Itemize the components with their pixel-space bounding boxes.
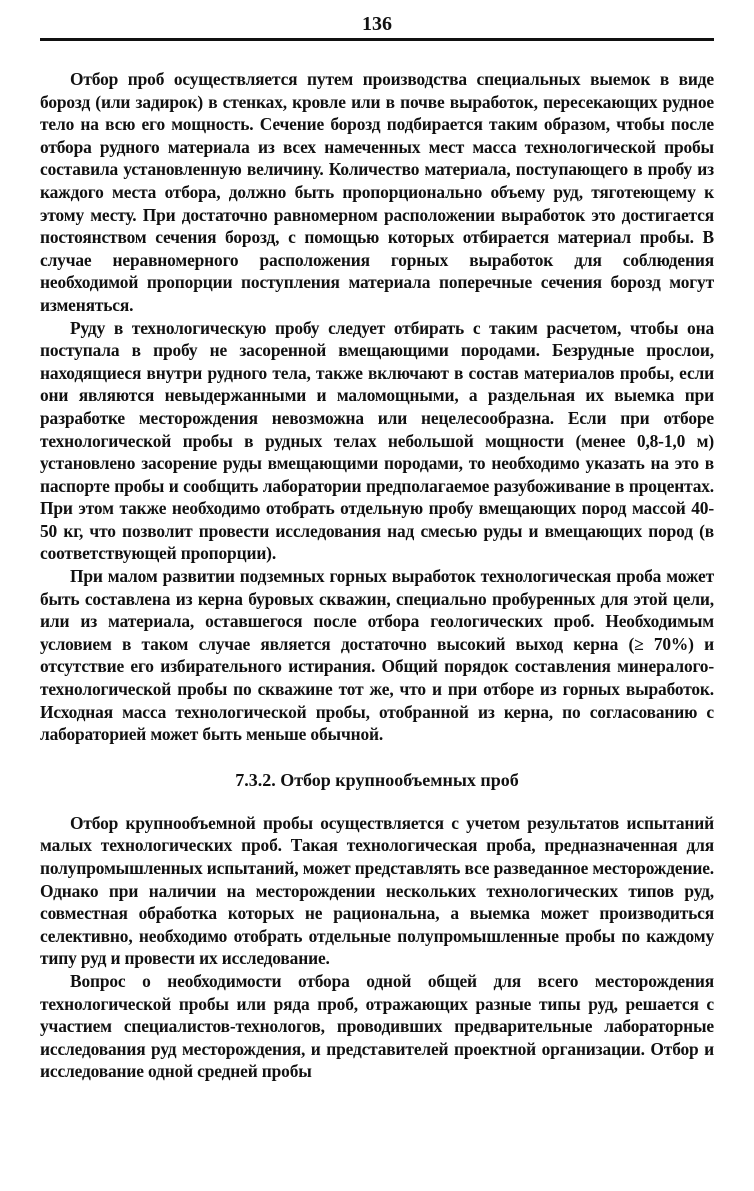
page-number: 136 bbox=[362, 13, 392, 35]
page-content bbox=[40, 68, 714, 1083]
paragraph: Руду в технологическую пробу следует отбирать с таким расчетом, чтобы она поступала в пробу не засоренной вмещающими породами. Безрудные прослои, находящиеся внутри рудного тела, также включают в состав материалов пробы, если они являются невыдержанными и маломощными, а раздельная их выемка при разработке месторождения невозможна или нецелесообразна. Если при отборе технологической пробы в рудных телах небольшой мощности (менее 0,8-1,0 м) установлено засорение руды вмещающими породами, то необходимо указать на это в паспорте пробы и сообщить лаборатории предполагаемое разубоживание в процентах. При этом также необходимо отобрать отдельную пробу вмещающих пород массой 40-50 кг, что позволит провести исследования над смесью руды и вмещающих пород (в соответствующей пропорции). bbox=[40, 317, 714, 564]
paragraph: При малом развитии подземных горных выработок технологическая проба может быть составлена из керна буровых скважин, специально пробуренных для этой цели, или из материала, оставшегося после отбора геологических проб. Необходимым условием в таком случае является достаточно высокий выход керна (≥ 70%) и отсутствие его избирательного истирания. Общий порядок составления минералого-технологической пробы по скважине тот же, что и при отборе из горных выработок. Исходная масса технологической пробы, отобранной из керна, по согласованию с лабораторией может быть меньше обычной. bbox=[40, 566, 714, 745]
paragraph: Отбор крупнообъемной пробы осуществляется с учетом результатов испытаний малых технологических проб. Такая технологическая проба, предназначенная для полупромышленных испытаний, может представлять все разведанное месторождение. Однако при наличии на месторождении нескольких технологических типов руд, совместная обработка которых не рациональна, а выемка может производиться селективно, необходимо отобрать отдельные полупромышленные пробы по каждому типу руд и провести их исследование. bbox=[40, 812, 714, 969]
section-heading: 7.3.2. Отбор крупнообъемных проб bbox=[235, 769, 519, 790]
paragraph: Вопрос о необходимости отбора одной общей для всего месторождения технологической пробы или ряда проб, отражающих разные типы руд, решается с участием специалистов-технологов, проводивших предварительные лабораторные исследования руд месторождения, и представителей проектной организации. Отбор и исследование одной средней пробы bbox=[40, 970, 714, 1082]
header-rule bbox=[40, 38, 714, 41]
paragraph: Отбор проб осуществляется путем производства специальных выемок в виде борозд (или задирок) в стенках, кровле или в почве выработок, пересекающих рудное тело на всю его мощность. Сечение борозд подбирается таким образом, чтобы после отбора рудного материала из всех намеченных мест масса технологической пробы составила установленную величину. Количество материала, поступающего в пробу из каждого места отбора, должно быть пропорционально объему руд, тяготеющему к этому месту. При достаточно равномерном расположении выработок это достигается постоянством сечения борозд, с помощью которых отбирается материал пробы. В случае неравномерного расположения горных выработок для соблюдения необходимой пропорции поступления материала поперечные сечения борозд могут изменяться. bbox=[40, 69, 714, 315]
